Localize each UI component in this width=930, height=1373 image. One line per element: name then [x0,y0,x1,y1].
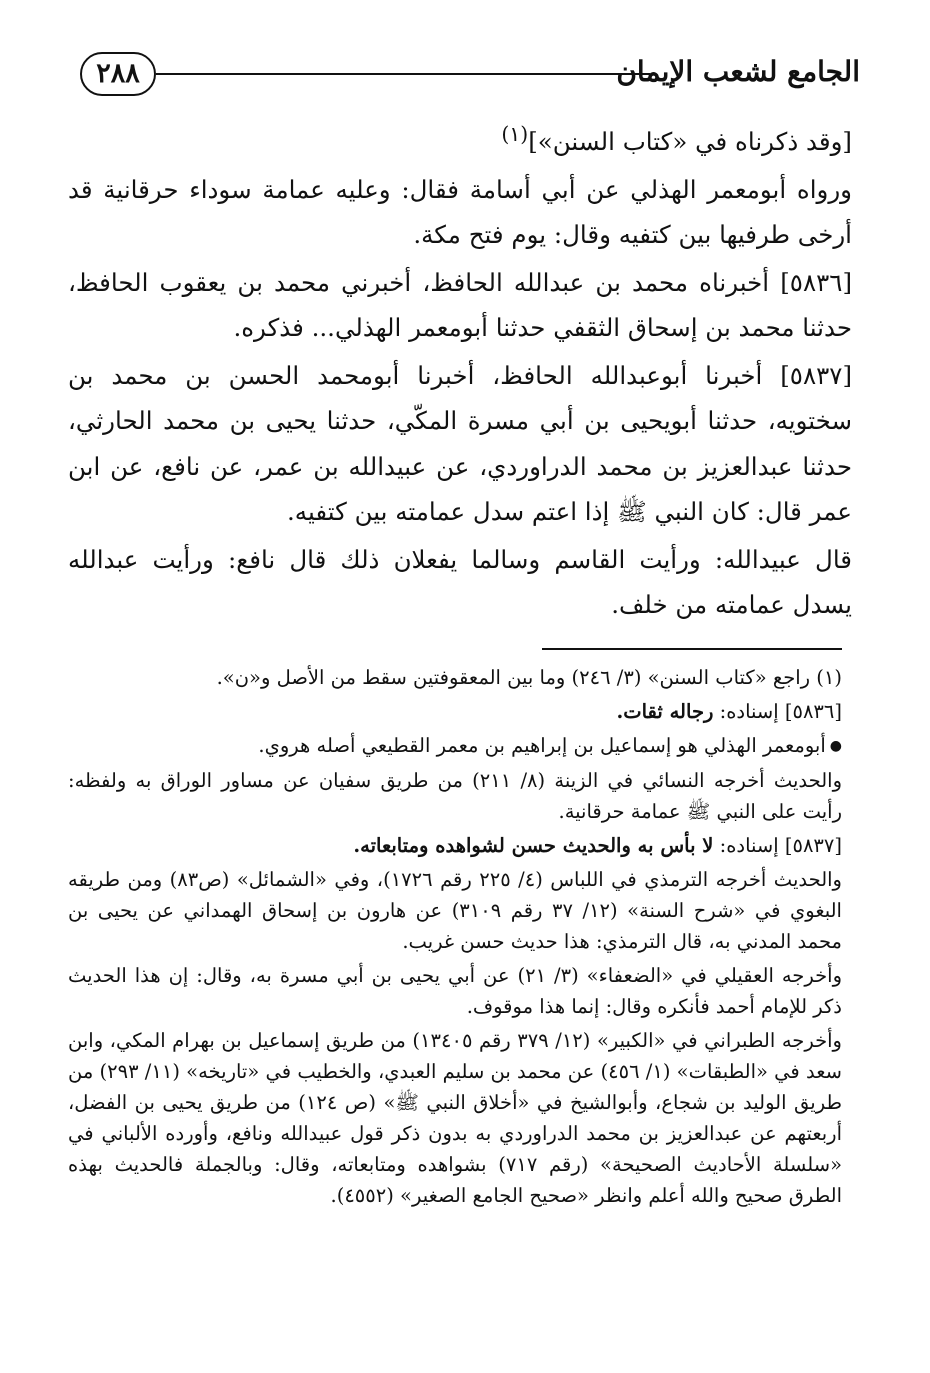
footnotes [68,662,842,1214]
hadith-paragraph [68,260,852,351]
hadith-text: أخبرناه محمد بن عبدالله الحافظ، أخبرني محمد بن يعقوب الحافظ، حدثنا محمد بن إسحاق الثقفي حدثنا أبومعمر الهذلي... فذكره. [68,267,852,343]
hadith-text: أخبرنا أبوعبدالله الحافظ، أخبرنا أبومحمد الحسن بن محمد بن سختويه، حدثنا أبويحيى بن أبي مسرة المكّي، حدثنا يحيى بن محمد الحارثي، حدثنا عبدالعزيز بن محمد الدراوردي، عن عبيدالله بن عمر، عن نافع، عن ابن عمر قال: كان النبي ﷺ إذا اعتم سدل عمامته بين كتفيه. [68,360,852,527]
page-number: ٢٨٨ [80,52,156,96]
paragraph: ورواه أبومعمر الهذلي عن أبي أسامة فقال: وعليه عمامة سوداء حرقانية قد أرخى طرفيها بين كتفيه وقال: يوم فتح مكة. [68,174,852,250]
footnote [68,730,842,762]
header-rule [156,73,650,75]
footnote-text: رجاله ثقات. [616,700,714,723]
footnote: وأخرجه الطبراني في «الكبير» (١٢/ ٣٧٩ رقم ١٣٤٠٥) من طريق إسماعيل بن بهرام المكي، وابن سعد في «الطبقات» (١/ ٤٥٦) عن محمد بن سليم العبدي، والخطيب في «تاريخه» (١١/ ٢٩٣) من طريق الوليد بن شجاع، وأبوالشيخ في «أخلاق النبي ﷺ» (ص ١٢٤) من طريق يحيى بن الفضل، أربعتهم عن عبدالعزيز بن محمد الدراوردي به بدون ذكر قول عبيدالله ونافع، وأورده الألباني في «سلسلة الأحاديث الصحيحة» (رقم ٧١٧) بشواهده ومتابعاته، وقال: وبالجملة فالحديث بهذه الطرق صحيح والله أعلم وانظر «صحيح الجامع الصغير» (٤٥٥٢). [68,1029,843,1207]
main-text [68,112,852,630]
bullet-icon: ● [829,738,842,754]
hadith-paragraph [68,353,852,535]
page-header [60,46,860,102]
hadith-number: [٥٨٣٦] [780,267,852,297]
footnote: والحديث أخرجه النسائي في الزينة (٨/ ٢١١) من طريق سفيان عن مساور الوراق به ولفظه: رأيت على النبي ﷺ عمامة حرقانية. [68,769,842,823]
book-title: الجامع لشعب الإيمان [616,55,860,88]
footnote: وأخرجه العقيلي في «الضعفاء» (٣/ ٢١) عن أبي يحيى بن أبي مسرة به، وقال: إن هذا الحديث ذكر للإمام أحمد فأنكره وقال: إنما هذا موقوف. [68,964,842,1018]
paragraph-text: [وقد ذكرناه في «كتاب السنن»] [528,127,852,157]
footnote-separator [542,648,842,650]
footnote-label: [٥٨٣٦] إسناده: [719,700,842,723]
footnote-text: لا بأس به والحديث حسن لشواهده ومتابعاته. [353,834,714,857]
footnote-reference: (١) [501,122,529,146]
footnote [68,696,842,727]
paragraph: قال عبيدالله: ورأيت القاسم وسالما يفعلان ذلك قال نافع: ورأيت عبدالله يسدل عمامته من خلف. [68,544,852,620]
paragraph [68,112,852,165]
hadith-number: [٥٨٣٧] [780,360,852,390]
footnote: والحديث أخرجه الترمذي في اللباس (٤/ ٢٢٥ رقم ١٧٢٦)، وفي «الشمائل» (ص٨٣) ومن طريقه البغوي في «شرح السنة» (١٢/ ٣٧ رقم ٣١٠٩) عن هارون بن إسحاق الهمداني عن يحيى بن محمد المدني به، قال الترمذي: هذا حديث حسن غريب. [68,868,842,953]
footnote-text: أبومعمر الهذلي هو إسماعيل بن إبراهيم بن معمر القطيعي أصله هروي. [258,734,826,757]
footnote: (١) راجع «كتاب السنن» (٣/ ٢٤٦) وما بين المعقوفتين سقط من الأصل و«ن». [216,666,842,689]
footnote [68,830,842,861]
footnote-label: [٥٨٣٧] إسناده: [719,834,842,857]
